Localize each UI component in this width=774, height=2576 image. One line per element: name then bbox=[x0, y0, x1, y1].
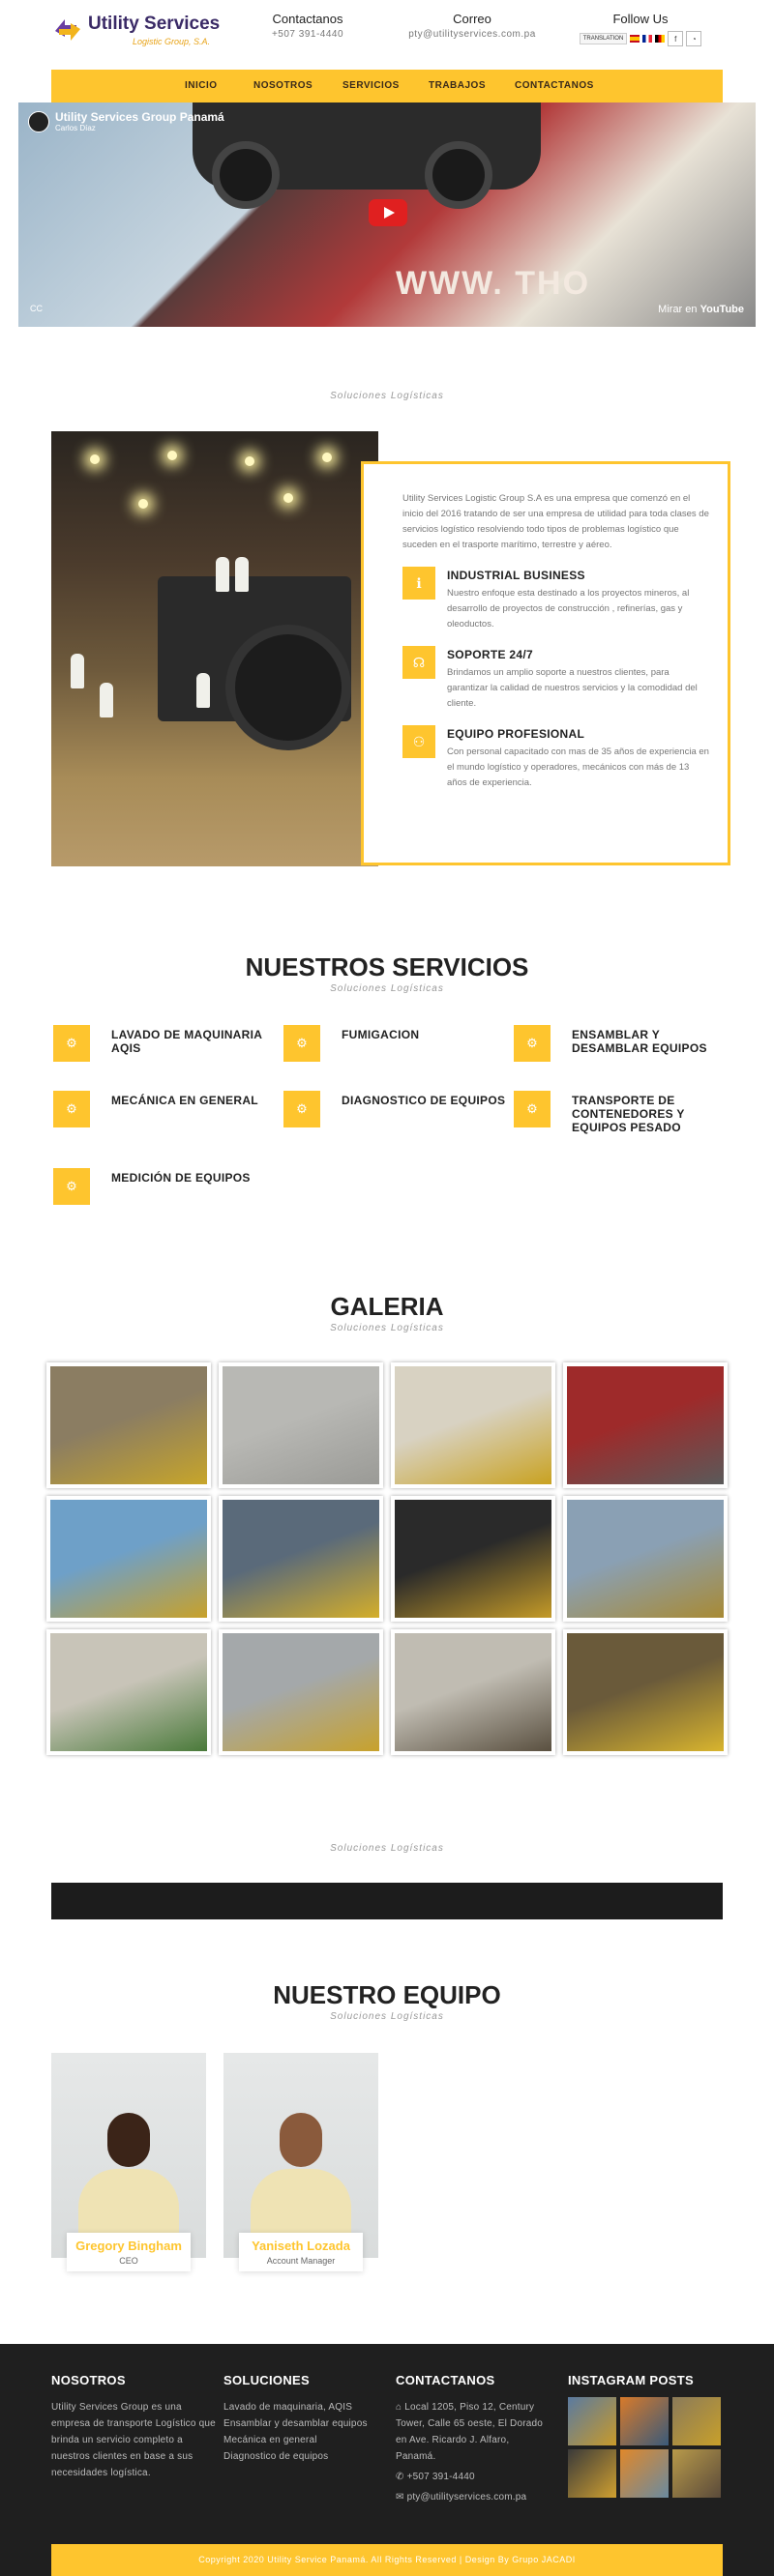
team-title: NUESTRO EQUIPO bbox=[273, 1980, 501, 2009]
member-role: CEO bbox=[119, 2256, 138, 2266]
logo-icon bbox=[51, 14, 84, 46]
service-label: DIAGNOSTICO DE EQUIPOS bbox=[342, 1094, 506, 1107]
facebook-icon[interactable]: f bbox=[668, 31, 683, 46]
footer-solutions bbox=[223, 2373, 388, 2465]
services-kicker: Soluciones Logísticas bbox=[330, 983, 444, 994]
contact-phone[interactable]: +507 391-4440 bbox=[271, 29, 344, 40]
channel-avatar[interactable] bbox=[28, 111, 49, 132]
service-item[interactable] bbox=[283, 1091, 506, 1127]
team-member[interactable] bbox=[51, 2053, 206, 2266]
video-player[interactable] bbox=[18, 102, 756, 327]
copyright-bar: Copyright 2020 Utility Service Panamá. All Rights Reserved | Design By Grupo JACADI bbox=[51, 2544, 723, 2576]
footer-address: Local 1205, Piso 12, Century Tower, Calle 65 oeste, El Dorado en Ave. Ricardo J. Alfaro, Panamá. bbox=[396, 2402, 544, 2462]
footer-solution-link[interactable]: Mecánica en general bbox=[223, 2435, 317, 2445]
mail-icon: ✉ bbox=[396, 2492, 407, 2503]
lamp-light bbox=[90, 454, 100, 464]
about-image bbox=[51, 431, 378, 866]
team-member[interactable] bbox=[223, 2053, 378, 2266]
instagram-post[interactable] bbox=[672, 2397, 721, 2445]
footer-about bbox=[51, 2373, 216, 2481]
team-kicker: Soluciones Logísticas bbox=[330, 2011, 444, 2022]
gears-icon: ⚙ bbox=[283, 1025, 320, 1062]
gallery-image[interactable] bbox=[563, 1629, 728, 1755]
video-overlay-text: WWW. THO bbox=[396, 265, 591, 302]
service-item[interactable] bbox=[514, 1091, 707, 1134]
gallery-image[interactable] bbox=[219, 1629, 383, 1755]
feature-title: EQUIPO PROFESIONAL bbox=[447, 727, 585, 741]
footer-instagram bbox=[568, 2373, 732, 2498]
testimonials-kicker: Soluciones Logísticas bbox=[330, 1843, 444, 1854]
footer-solution-link[interactable]: Ensamblar y desamblar equipos bbox=[223, 2418, 368, 2429]
video-channel[interactable]: Carlos Díaz bbox=[55, 124, 96, 132]
watch-on-youtube-button[interactable]: Mirar en YouTube bbox=[658, 304, 744, 315]
gallery-image[interactable] bbox=[46, 1362, 211, 1488]
about-card bbox=[361, 461, 730, 865]
nav-item-servicios[interactable]: SERVICIOS bbox=[342, 80, 400, 91]
gallery-image[interactable] bbox=[219, 1496, 383, 1622]
gallery-title: GALERIA bbox=[330, 1292, 444, 1321]
lamp-light bbox=[138, 499, 148, 509]
gears-icon: ⚙ bbox=[514, 1091, 551, 1127]
about-kicker: Soluciones Logísticas bbox=[330, 391, 444, 401]
avatar bbox=[223, 2053, 378, 2258]
headset-icon: ☊ bbox=[402, 646, 435, 679]
header bbox=[0, 0, 774, 68]
footer-contact bbox=[396, 2373, 551, 2505]
instagram-post[interactable] bbox=[672, 2449, 721, 2498]
service-label: ENSAMBLAR Y DESAMBLAR EQUIPOS bbox=[572, 1028, 707, 1055]
feature-title: SOPORTE 24/7 bbox=[447, 648, 533, 661]
nav-item-nosotros[interactable]: NOSOTROS bbox=[253, 80, 313, 91]
service-label: MECÁNICA EN GENERAL bbox=[111, 1094, 258, 1107]
contact-label: Contactanos bbox=[272, 12, 343, 26]
footer-email[interactable]: pty@utilityservices.com.pa bbox=[406, 2492, 527, 2503]
service-item[interactable] bbox=[53, 1025, 276, 1062]
service-label: MEDICIÓN DE EQUIPOS bbox=[111, 1171, 251, 1185]
video-title-bar[interactable] bbox=[28, 110, 224, 132]
instagram-grid bbox=[568, 2397, 732, 2498]
worker bbox=[100, 683, 113, 717]
flag-de-icon[interactable] bbox=[655, 35, 665, 43]
social-links bbox=[563, 31, 718, 46]
instagram-post[interactable] bbox=[568, 2449, 616, 2498]
member-name: Gregory Bingham bbox=[75, 2239, 182, 2253]
header-follow bbox=[563, 12, 718, 46]
main-nav bbox=[51, 70, 723, 102]
follow-label: Follow Us bbox=[612, 12, 669, 26]
header-contact bbox=[259, 12, 356, 40]
lamp-light bbox=[283, 493, 293, 503]
footer-solution-link[interactable]: Lavado de maquinaria, AQIS bbox=[223, 2402, 353, 2413]
footer-contact-title: CONTACTANOS bbox=[396, 2373, 495, 2387]
flag-fr-icon[interactable] bbox=[642, 35, 652, 43]
instagram-post[interactable] bbox=[620, 2397, 669, 2445]
logo-subtitle: Logistic Group, S.A. bbox=[133, 37, 211, 46]
member-card bbox=[239, 2233, 363, 2271]
rss-icon[interactable]: ◔ bbox=[686, 31, 701, 46]
footer-instagram-title: INSTAGRAM POSTS bbox=[568, 2373, 694, 2387]
gallery-image[interactable] bbox=[46, 1629, 211, 1755]
gallery-image[interactable] bbox=[391, 1362, 555, 1488]
logo[interactable] bbox=[51, 14, 220, 46]
lamp-light bbox=[167, 451, 177, 460]
home-icon: ⌂ bbox=[396, 2402, 405, 2413]
gallery-image[interactable] bbox=[563, 1496, 728, 1622]
video-thumbnail-wheel bbox=[212, 141, 280, 209]
worker bbox=[216, 557, 229, 592]
service-item[interactable] bbox=[283, 1025, 506, 1062]
gears-icon: ⚙ bbox=[514, 1025, 551, 1062]
footer bbox=[0, 2344, 774, 2576]
flag-es-icon[interactable] bbox=[630, 35, 640, 43]
closed-caption-icon[interactable]: CC bbox=[30, 304, 43, 313]
feature-industrial bbox=[402, 567, 710, 632]
service-item[interactable] bbox=[53, 1168, 285, 1205]
testimonials-slider[interactable] bbox=[51, 1883, 723, 1919]
video-thumbnail-wheel bbox=[425, 141, 492, 209]
feature-support bbox=[402, 646, 710, 712]
mail-label: Correo bbox=[453, 12, 491, 26]
member-head bbox=[107, 2113, 150, 2167]
mail-value[interactable]: pty@utilityservices.com.pa bbox=[408, 29, 536, 40]
service-item[interactable] bbox=[514, 1025, 727, 1062]
gears-icon: ⚙ bbox=[283, 1091, 320, 1127]
services-title: NUESTROS SERVICIOS bbox=[245, 952, 529, 981]
info-icon: ℹ bbox=[402, 567, 435, 600]
feature-title: INDUSTRIAL BUSINESS bbox=[447, 569, 585, 582]
lamp-light bbox=[322, 453, 332, 462]
footer-solution-link[interactable]: Diagnostico de equipos bbox=[223, 2451, 329, 2462]
gallery-kicker: Soluciones Logísticas bbox=[330, 1323, 444, 1333]
nav-item-contactanos[interactable]: CONTACTANOS bbox=[515, 80, 594, 91]
member-role: Account Manager bbox=[266, 2256, 336, 2266]
translate-button[interactable]: TRANSLATION bbox=[580, 33, 628, 44]
feature-text: Con personal capacitado con mas de 35 años de experiencia en el mundo logístico y operadores, mecánicos con más de 13 años de experiencia. bbox=[447, 746, 709, 788]
nav-item-inicio[interactable]: INICIO bbox=[185, 80, 218, 91]
gears-icon: ⚙ bbox=[53, 1025, 90, 1062]
instagram-post[interactable] bbox=[620, 2449, 669, 2498]
gallery-image[interactable] bbox=[46, 1496, 211, 1622]
gears-icon: ⚙ bbox=[53, 1091, 90, 1127]
phone-icon: ✆ bbox=[396, 2472, 407, 2482]
service-label: FUMIGACION bbox=[342, 1028, 420, 1041]
gallery-image[interactable] bbox=[219, 1362, 383, 1488]
member-name: Yaniseth Lozada bbox=[252, 2239, 350, 2253]
footer-about-title: NOSOTROS bbox=[51, 2373, 126, 2387]
video-title[interactable]: Utility Services Group Panamá bbox=[55, 110, 224, 124]
lamp-light bbox=[245, 456, 254, 466]
gallery-image[interactable] bbox=[563, 1362, 728, 1488]
feature-team bbox=[402, 725, 710, 791]
footer-solutions-title: SOLUCIONES bbox=[223, 2373, 310, 2387]
play-button[interactable] bbox=[369, 199, 407, 226]
feature-text: Nuestro enfoque esta destinado a los proyectos mineros, al desarrollo de proyectos de construcción , refinerías, gas y oleoductos. bbox=[447, 588, 690, 629]
avatar bbox=[51, 2053, 206, 2258]
footer-about-text: Utility Services Group es una empresa de transporte Logístico que brinda un servicio completo a nuestros clientes en base a sus necesidades logística. bbox=[51, 2402, 216, 2478]
footer-phone[interactable]: +507 391-4440 bbox=[406, 2472, 475, 2482]
worker bbox=[235, 557, 249, 592]
about-intro: Utility Services Logistic Group S.A es una empresa que comenzó en el inicio del 2016 tratando de ser una empresa de utilidad para toda clases de servicios logístico resolviendo todo tipos de problemas logístico que suceden en el trasporte marítimo, terrestre y aéreo. bbox=[402, 493, 709, 550]
service-label: TRANSPORTE DE CONTENEDORES Y EQUIPOS PESADO bbox=[572, 1094, 685, 1134]
worker bbox=[196, 673, 210, 708]
instagram-post[interactable] bbox=[568, 2397, 616, 2445]
service-item[interactable] bbox=[53, 1091, 276, 1127]
nav-item-trabajos[interactable]: TRABAJOS bbox=[429, 80, 487, 91]
gallery-image[interactable] bbox=[391, 1496, 555, 1622]
member-head bbox=[280, 2113, 322, 2167]
feature-text: Brindamos un amplio soporte a nuestros clientes, para garantizar la calidad de nuestros servicios y la comodidad del cliente. bbox=[447, 667, 698, 709]
service-label: LAVADO DE MAQUINARIA AQIS bbox=[111, 1028, 262, 1055]
header-mail bbox=[395, 12, 550, 40]
team-icon: ⚇ bbox=[402, 725, 435, 758]
member-card bbox=[67, 2233, 191, 2271]
truck-tire bbox=[225, 625, 351, 750]
worker bbox=[71, 654, 84, 688]
gallery-image[interactable] bbox=[391, 1629, 555, 1755]
gears-icon: ⚙ bbox=[53, 1168, 90, 1205]
logo-title: Utility Services bbox=[88, 14, 221, 34]
